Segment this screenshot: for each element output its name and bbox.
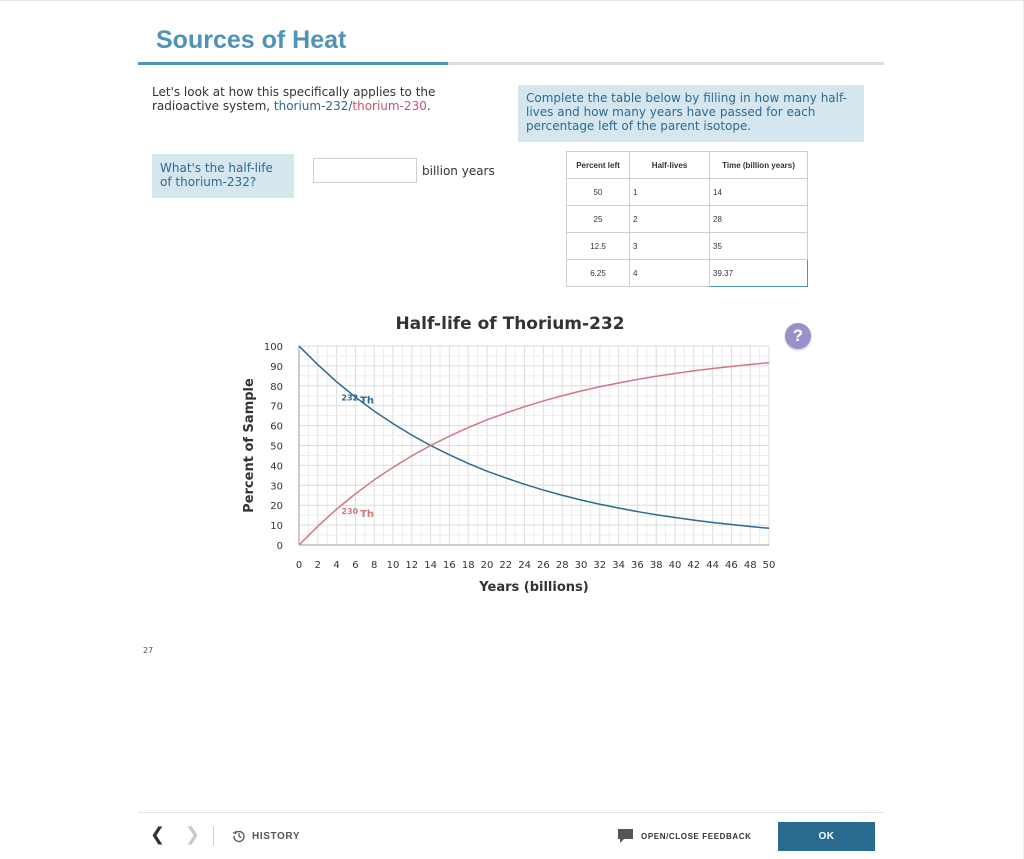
- x-tick-label: 50: [762, 560, 776, 571]
- chart-title: Half-life of Thorium-232: [395, 314, 625, 334]
- x-tick-label: 22: [499, 560, 513, 571]
- x-tick-label: 10: [386, 560, 400, 571]
- intro-text-after: .: [426, 99, 431, 113]
- y-tick-label: 80: [270, 381, 283, 393]
- ok-button[interactable]: OK: [778, 822, 875, 851]
- feedback-icon: [618, 829, 633, 843]
- header-half-lives: Half-lives: [630, 152, 710, 179]
- percent-cell: 50: [567, 179, 630, 206]
- half-life-table: [566, 151, 808, 287]
- time-cell[interactable]: 28: [710, 206, 808, 233]
- header-time: Time (billion years): [710, 152, 808, 179]
- half-lives-cell[interactable]: 2: [630, 206, 710, 233]
- table-row: [567, 179, 808, 206]
- percent-cell: 12.5: [567, 233, 630, 260]
- x-tick-label: 30: [574, 560, 588, 571]
- x-tick-label: 4: [333, 560, 340, 571]
- page-title: Sources of Heat: [156, 26, 347, 54]
- table-row: [567, 233, 808, 260]
- series-label-mass: 232: [341, 393, 359, 403]
- y-tick-label: 10: [270, 521, 283, 533]
- page-number: 27: [143, 646, 154, 655]
- x-tick-label: 34: [612, 560, 625, 571]
- y-tick-label: 90: [270, 361, 283, 373]
- history-icon: [232, 829, 246, 843]
- thorium-232-term: thorium-232: [273, 99, 349, 113]
- x-tick-label: 46: [725, 560, 738, 571]
- table-row: [567, 206, 808, 233]
- help-button[interactable]: ?: [785, 323, 811, 349]
- x-tick-label: 18: [461, 560, 475, 571]
- half-life-unit: billion years: [422, 164, 495, 178]
- y-tick-label: 50: [270, 441, 283, 453]
- x-tick-label: 38: [649, 560, 663, 571]
- x-tick-label: 12: [405, 560, 419, 571]
- x-tick-label: 6: [352, 560, 359, 571]
- thorium-230-term: thorium-230: [352, 99, 427, 113]
- half-lives-cell[interactable]: 4: [630, 260, 710, 287]
- history-label: HISTORY: [252, 830, 301, 842]
- y-axis-title: Percent of Sample: [242, 378, 257, 513]
- time-cell[interactable]: 35: [710, 233, 808, 260]
- nav-divider: [213, 826, 214, 846]
- y-tick-label: 70: [270, 401, 283, 413]
- feedback-toggle-button[interactable]: [618, 829, 752, 843]
- x-tick-label: 8: [371, 560, 378, 571]
- percent-cell: 6.25: [567, 260, 630, 287]
- chevron-right-icon[interactable]: ❯: [185, 824, 201, 845]
- y-tick-label: 30: [270, 481, 283, 493]
- y-tick-label: 0: [276, 541, 283, 552]
- half-life-chart: [230, 305, 790, 605]
- x-tick-label: 0: [295, 560, 303, 571]
- x-tick-label: 14: [424, 560, 437, 571]
- y-tick-label: 20: [270, 501, 283, 513]
- x-tick-label: 42: [687, 560, 701, 571]
- chevron-left-icon[interactable]: ❮: [150, 824, 166, 845]
- x-tick-label: 32: [593, 560, 607, 571]
- x-tick-label: 40: [668, 560, 682, 571]
- intro-text-before: Let's look at how this specifically applies to the radioactive system,: [152, 85, 436, 113]
- x-tick-label: 36: [631, 560, 644, 571]
- y-tick-label: 100: [263, 342, 283, 353]
- title-divider-accent: [138, 62, 448, 65]
- table-row: [567, 260, 808, 287]
- x-tick-label: 16: [443, 560, 456, 571]
- time-cell-active[interactable]: 39.37: [710, 260, 808, 287]
- percent-cell: 25: [567, 206, 630, 233]
- half-lives-cell[interactable]: 3: [630, 233, 710, 260]
- x-tick-label: 20: [480, 560, 494, 571]
- x-tick-label: 48: [743, 560, 757, 571]
- half-lives-cell[interactable]: 1: [630, 179, 710, 206]
- x-tick-label: 26: [537, 560, 550, 571]
- series-label-element: Th: [360, 395, 375, 407]
- x-tick-label: 28: [555, 560, 569, 571]
- series-label-mass: 230: [341, 507, 359, 517]
- y-tick-label: 60: [270, 421, 283, 433]
- history-button[interactable]: [232, 829, 300, 843]
- half-life-input[interactable]: [313, 158, 417, 183]
- footer-divider: [138, 812, 884, 813]
- y-tick-label: 40: [270, 461, 283, 473]
- table-instructions: Complete the table below by filling in how many half-lives and how many years have passed for each percentage left of the parent isotope.: [518, 85, 864, 142]
- series-label-element: Th: [360, 509, 375, 521]
- x-tick-label: 44: [706, 560, 719, 571]
- time-cell[interactable]: 14: [710, 179, 808, 206]
- table-header-row: [567, 152, 808, 179]
- isotope-separator: /: [348, 99, 353, 113]
- x-tick-label: 2: [314, 560, 321, 571]
- x-axis-title: Years (billions): [479, 580, 589, 595]
- intro-text: [152, 85, 502, 113]
- feedback-label: OPEN/CLOSE FEEDBACK: [641, 831, 752, 841]
- half-life-question: What's the half-life of thorium-232?: [152, 154, 294, 198]
- header-percent-left: Percent left: [567, 152, 630, 179]
- x-tick-label: 24: [518, 560, 531, 571]
